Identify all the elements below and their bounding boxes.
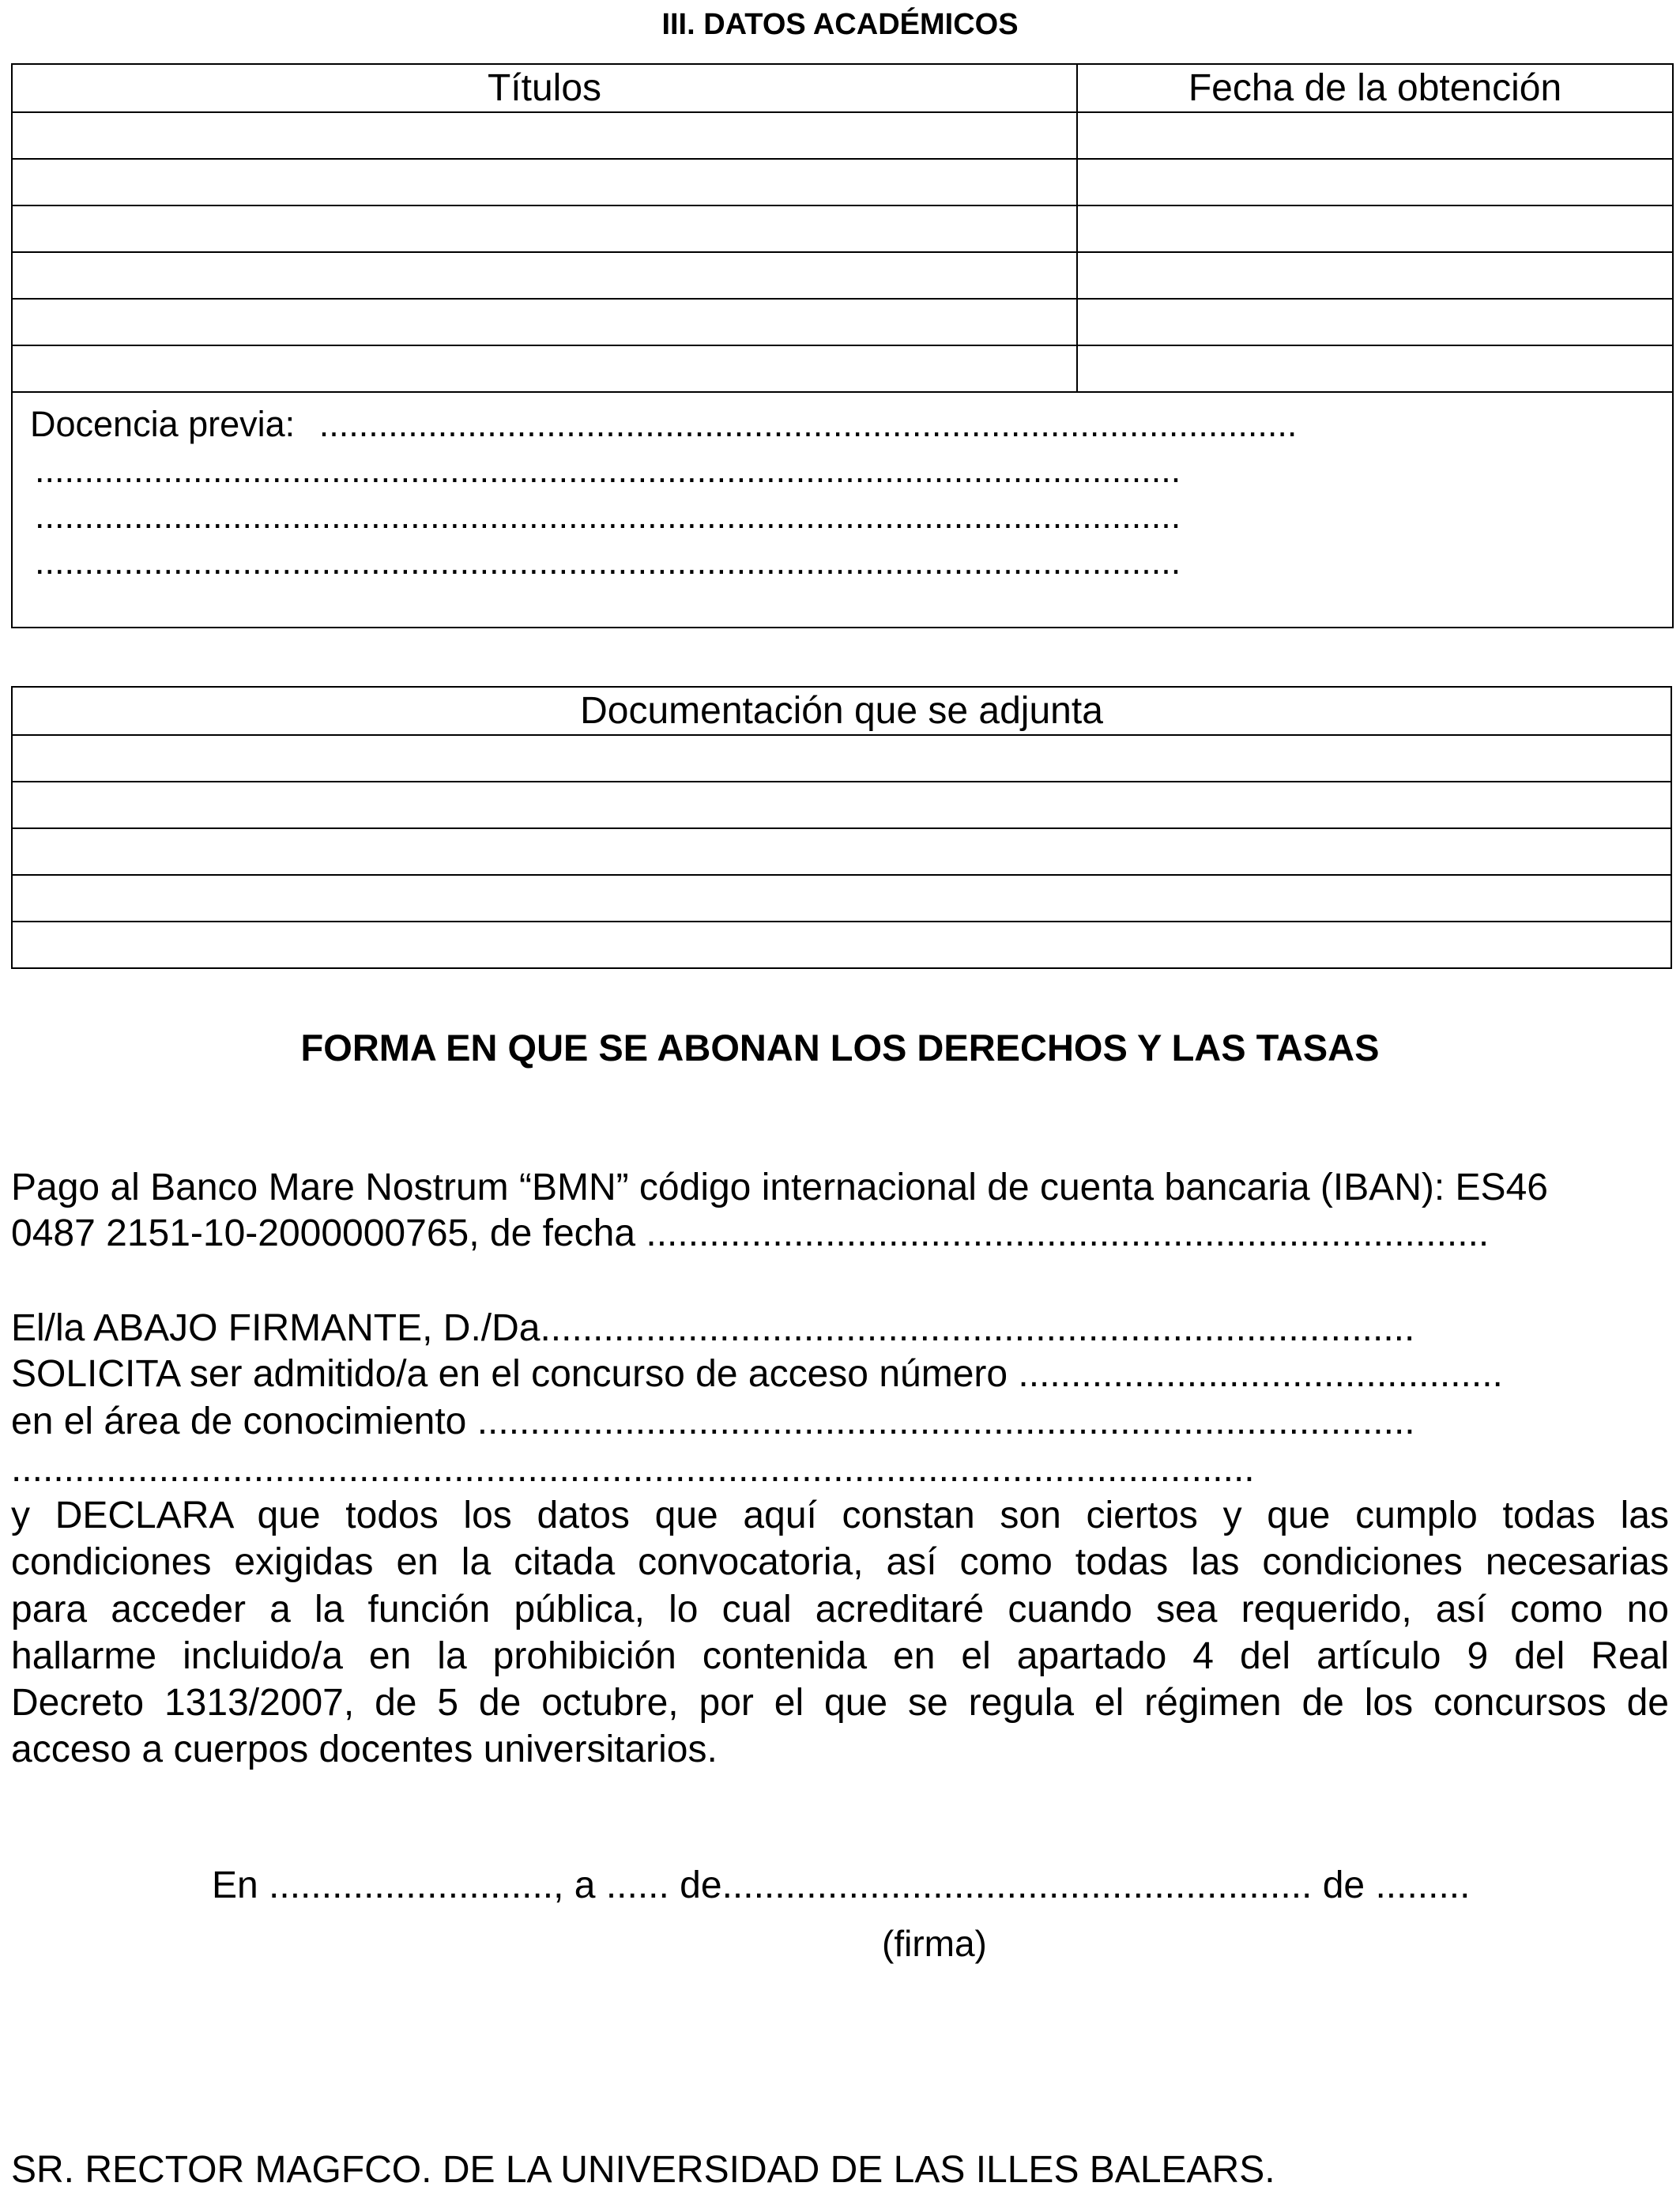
declaration-line: Decreto 1313/2007, de 5 de octubre, por el que se regula el régimen de los concursos de — [11, 1682, 1669, 1725]
fecha-field[interactable] — [1077, 205, 1673, 252]
titulo-field[interactable] — [12, 159, 1077, 205]
declaration-line: condiciones exigidas en la citada convocatoria, así como todas las condiciones necesarias — [11, 1541, 1669, 1584]
payment-line-1: Pago al Banco Mare Nostrum “BMN” código internacional de cuenta bancaria (IBAN): ES46 — [11, 1167, 1548, 1208]
fecha-field[interactable] — [1077, 345, 1673, 392]
header-documentacion: Documentación que se adjunta — [12, 687, 1671, 735]
firmante-line[interactable]: El/la ABAJO FIRMANTE, D./Da................................................................................... — [11, 1307, 1415, 1349]
docs-table-header-row — [12, 687, 1671, 735]
declaration-line: para acceder a la función pública, lo cual acreditaré cuando sea requerido, así como no — [11, 1588, 1669, 1630]
docencia-dots-4: .................................................................................................................... — [35, 541, 1181, 582]
header-titulos: Títulos — [12, 64, 1077, 112]
declaration-line: y DECLARA que todos los datos que aquí constan son ciertos y que cumplo todas las — [11, 1495, 1669, 1536]
area-continuation-line[interactable]: ...................................................................................................................... — [11, 1448, 1255, 1490]
documento-field[interactable] — [12, 782, 1671, 828]
table-row — [12, 345, 1673, 392]
docencia-dots-1: ................................................................................................... — [318, 404, 1298, 444]
docencia-dots-2: .................................................................................................................... — [35, 450, 1181, 490]
fecha-field[interactable] — [1077, 159, 1673, 205]
table-row — [12, 205, 1673, 252]
fecha-field[interactable] — [1077, 112, 1673, 159]
docencia-label: Docencia previa: — [30, 404, 296, 444]
payment-section-title: FORMA EN QUE SE ABONAN LOS DERECHOS Y LAS TASAS — [300, 1027, 1380, 1069]
titulo-field[interactable] — [12, 345, 1077, 392]
declaration-line: hallarme incluido/a en la prohibición contenida en el apartado 4 del artículo 9 del Real — [11, 1634, 1669, 1677]
documento-field[interactable] — [12, 735, 1671, 782]
table-row — [12, 782, 1671, 828]
documento-field[interactable] — [12, 922, 1671, 968]
titulo-field[interactable] — [12, 299, 1077, 345]
solicita-line[interactable]: SOLICITA ser admitido/a en el concurso de acceso número .............................................. — [11, 1353, 1503, 1395]
section-title: III. DATOS ACADÉMICOS — [661, 8, 1019, 41]
titulo-field[interactable] — [12, 205, 1077, 252]
table-row — [12, 922, 1671, 968]
docencia-previa-field[interactable] — [12, 392, 1673, 628]
addressee: SR. RECTOR MAGFCO. DE LA UNIVERSIDAD DE LAS ILLES BALEARS. — [11, 2149, 1275, 2191]
table-row — [12, 252, 1673, 299]
table-row — [12, 159, 1673, 205]
table-row — [12, 875, 1671, 922]
firma-label: (firma) — [882, 1923, 987, 1964]
table-row — [12, 112, 1673, 159]
documentation-table — [11, 686, 1672, 969]
academic-table-header-row — [12, 64, 1673, 112]
docencia-dots-3: .................................................................................................................... — [35, 496, 1181, 536]
academic-data-table — [11, 63, 1674, 628]
header-fecha-obtencion: Fecha de la obtención — [1077, 64, 1673, 112]
declaration-line: acceso a cuerpos docentes universitarios. — [11, 1728, 718, 1771]
docencia-row — [12, 392, 1673, 628]
titulo-field[interactable] — [12, 252, 1077, 299]
declaration-paragraph — [11, 1492, 1669, 1774]
table-row — [12, 299, 1673, 345]
titulo-field[interactable] — [12, 112, 1077, 159]
area-conocimiento-line[interactable]: en el área de conocimiento ......................................................................................... — [11, 1400, 1415, 1442]
documento-field[interactable] — [12, 875, 1671, 922]
payment-line-2[interactable]: 0487 2151-10-2000000765, de fecha ................................................................................ — [11, 1212, 1490, 1254]
fecha-field[interactable] — [1077, 299, 1673, 345]
table-row — [12, 735, 1671, 782]
table-row — [12, 828, 1671, 875]
fecha-field[interactable] — [1077, 252, 1673, 299]
place-date-line[interactable]: En ..........................., a ...... de........................................................ de ......... — [212, 1864, 1471, 1906]
documento-field[interactable] — [12, 828, 1671, 875]
